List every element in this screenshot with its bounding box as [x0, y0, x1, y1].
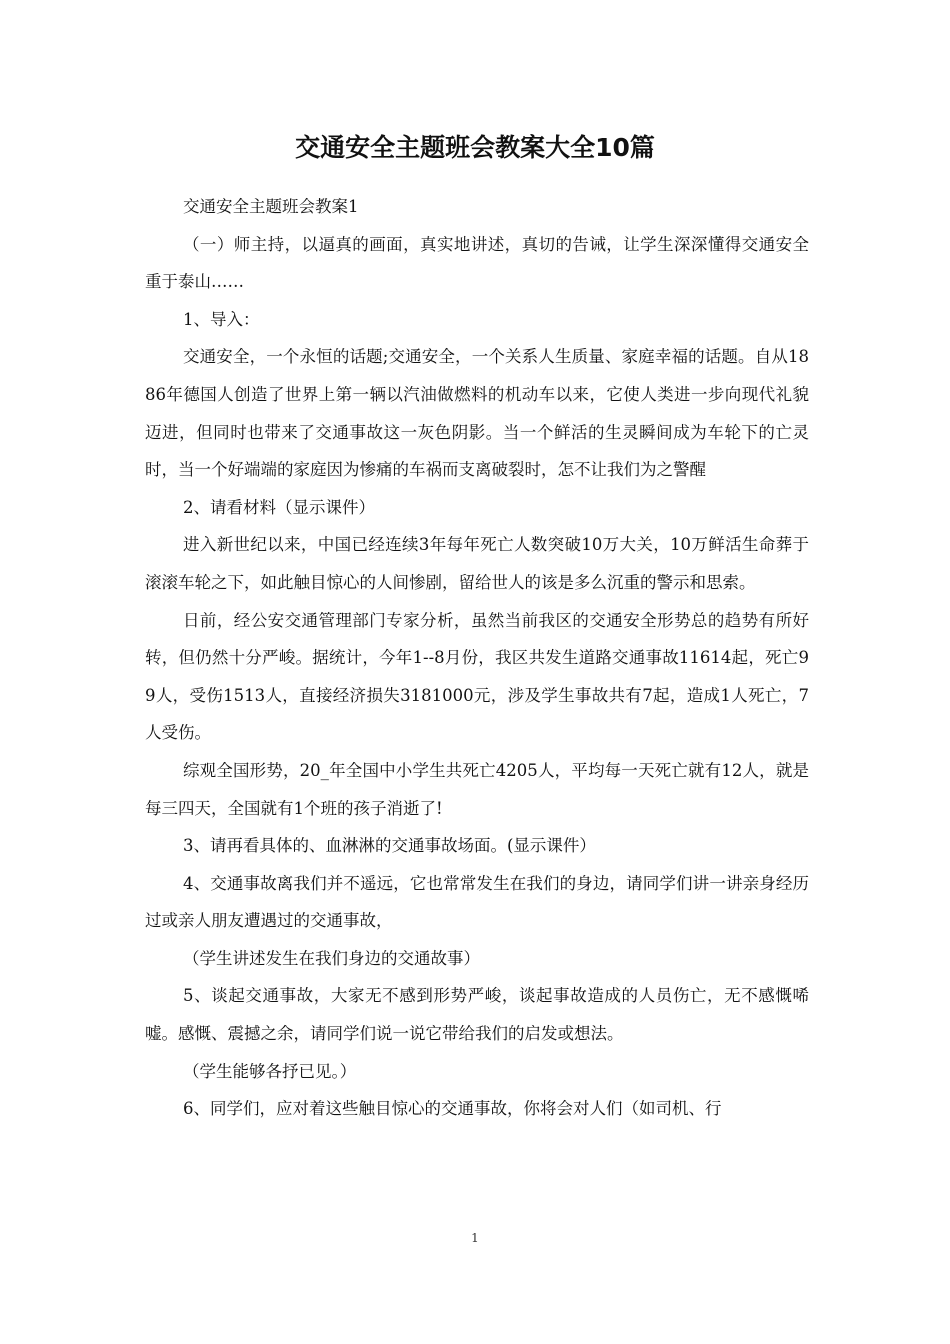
paragraph: 3、请再看具体的、血淋淋的交通事故场面。(显示课件） [183, 836, 596, 856]
paragraph: （学生能够各抒已见。） [183, 1061, 357, 1081]
paragraph: 6、同学们，应对着这些触目惊心的交通事故，你将会对人们（如司机、行 [183, 1099, 722, 1119]
page-number: 1 [471, 1231, 479, 1245]
paragraph: 1、导入： [183, 309, 260, 329]
document-body [145, 188, 809, 1128]
paragraph: （一）师主持，以逼真的画面，真实地讲述，真切的告诫，让学生深深懂得交通安全重于泰山…… [145, 234, 809, 292]
document-title: 交通安全主题班会教案大全10篇 [295, 133, 655, 162]
paragraph: 4、交通事故离我们并不遥远，它也常常发生在我们的身边，请同学们讲一讲亲身经历过或亲人朋友遭遇过的交通事故， [145, 873, 809, 931]
paragraph: （学生讲述发生在我们身边的交通故事） [183, 948, 480, 968]
paragraph: 综观全国形势，20_年全国中小学生共死亡4205人，平均每一天死亡就有12人，就是每三四天，全国就有1个班的孩子消逝了! [145, 760, 809, 818]
paragraph: 交通安全，一个永恒的话题;交通安全，一个关系人生质量、家庭幸福的话题。自从1886年德国人创造了世界上第一辆以汽油做燃料的机动车以来，它使人类进一步向现代礼貌迈进，但同时也带来了交通事故这一灰色阴影。当一个鲜活的生灵瞬间成为车轮下的亡灵时，当一个好端端的家庭因为惨痛的车祸而支离破裂时，怎不让我们为之警醒 [145, 347, 809, 480]
paragraph: 2、请看材料（显示课件） [183, 497, 375, 517]
paragraph: 交通安全主题班会教案1 [183, 197, 359, 216]
paragraph: 日前，经公安交通管理部门专家分析，虽然当前我区的交通安全形势总的趋势有所好转，但仍然十分严峻。据统计，今年1--8月份，我区共发生道路交通事故11614起，死亡99人，受伤1513人，直接经济损失3181000元，涉及学生事故共有7起，造成1人死亡，7人受伤。 [145, 610, 809, 743]
paragraph: 5、谈起交通事故，大家无不感到形势严峻，谈起事故造成的人员伤亡，无不感慨唏嘘。感慨、震撼之余，请同学们说一说它带给我们的启发或想法。 [145, 986, 809, 1044]
paragraph: 进入新世纪以来，中国已经连续3年每年死亡人数突破10万大关，10万鲜活生命葬于滚滚车轮之下，如此触目惊心的人间惨剧，留给世人的该是多么沉重的警示和思索。 [145, 535, 809, 592]
